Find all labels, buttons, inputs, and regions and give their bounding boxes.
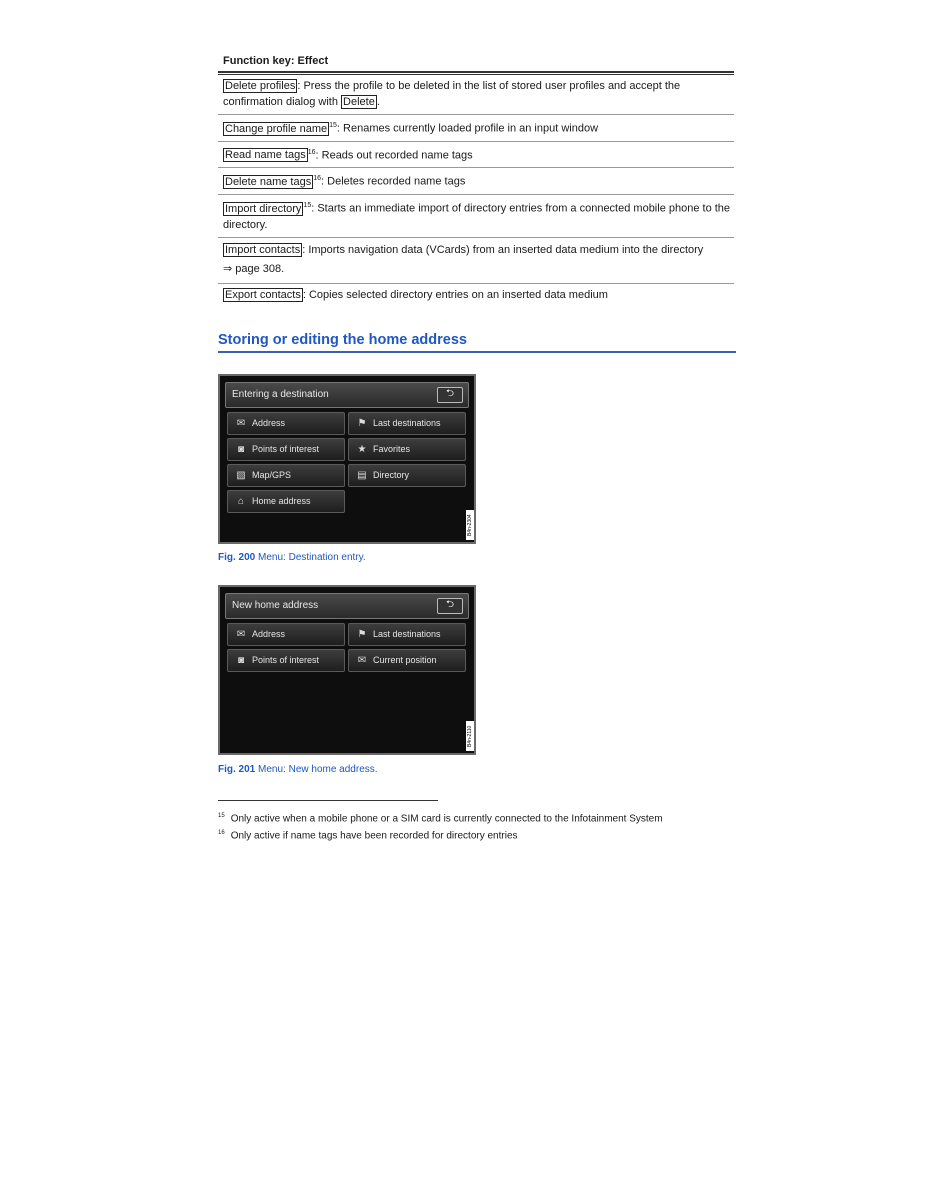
figure-caption xyxy=(218,764,378,775)
button-label: Map/GPS xyxy=(252,470,292,480)
row-text: : Deletes recorded name tags xyxy=(321,175,466,188)
favorites-button[interactable] xyxy=(348,438,466,461)
back-arrow-icon: ⮌ xyxy=(445,388,454,399)
footnote-ref: 16 xyxy=(313,175,322,183)
row-text: : Reads out recorded name tags xyxy=(315,149,473,162)
button-label: Last destinations xyxy=(373,418,441,428)
button-label: Address xyxy=(252,418,286,428)
row-text: : Imports navigation data (VCards) from an inserted data medium into the directory xyxy=(302,243,704,256)
key-delete-profiles: Delete profiles xyxy=(225,80,296,92)
table-header: Function key: Effect xyxy=(223,55,329,67)
flag-icon: ⚑ xyxy=(357,418,367,429)
button-label: Current position xyxy=(373,655,437,665)
button-label: Points of interest xyxy=(252,655,320,665)
key-export-contacts: Export contacts xyxy=(225,288,301,301)
caption-text: Menu: New home address. xyxy=(255,764,378,775)
screen-title: New home address xyxy=(232,600,319,611)
row-text: : Starts an immediate import of directory entries from a connected mobile phone to the directory. xyxy=(223,202,731,231)
row-text: : Copies selected directory entries on an inserted data medium xyxy=(302,288,608,301)
table-row xyxy=(218,168,734,195)
address-button[interactable] xyxy=(227,623,345,646)
table-row xyxy=(218,115,734,142)
envelope-icon: ✉ xyxy=(236,418,246,429)
row-text: : Renames currently loaded profile in an input window xyxy=(336,122,599,135)
back-button[interactable] xyxy=(437,598,463,614)
button-label: Favorites xyxy=(373,444,411,454)
footnote xyxy=(218,813,663,824)
destination-entry-screen xyxy=(218,374,476,544)
button-label: Last destinations xyxy=(373,629,441,639)
footnote-text: Only active when a mobile phone or a SIM card is currently connected to the Infotainment System xyxy=(230,813,663,825)
key-delete-name-tags: Delete name tags xyxy=(225,175,312,188)
screen-title-bar xyxy=(225,382,469,408)
caption-text: Menu: Destination entry. xyxy=(255,552,366,563)
footnote xyxy=(218,830,518,841)
figure-number: Fig. 200 xyxy=(218,552,256,563)
directory-icon: ▤ xyxy=(357,470,367,481)
footnote-text: Only active if name tags have been recorded for directory entries xyxy=(230,830,518,842)
button-label: Address xyxy=(252,629,286,639)
table-row xyxy=(218,195,734,238)
row-text-end: . xyxy=(376,96,380,108)
footnote-ref: 16 xyxy=(307,148,316,156)
current-position-button[interactable] xyxy=(348,649,466,672)
table-row xyxy=(218,142,734,169)
envelope-icon: ✉ xyxy=(236,629,246,640)
screen-title: Entering a destination xyxy=(232,389,329,400)
screen-title-bar xyxy=(225,593,469,619)
footnote-ref: 15 xyxy=(329,122,337,129)
row-text: : Press the profile to be deleted in the list of stored user profiles and accept the confirmation dialog with xyxy=(223,80,681,108)
last-destinations-button[interactable] xyxy=(348,412,466,435)
directory-button[interactable] xyxy=(348,464,466,487)
key-delete: Delete xyxy=(343,96,375,108)
table-row xyxy=(218,284,734,307)
back-arrow-icon: ⮌ xyxy=(445,599,454,610)
footnote-rule xyxy=(218,800,438,801)
figure-code: B4n-2304 xyxy=(466,510,474,540)
home-icon: ⌂ xyxy=(237,496,245,507)
star-flag-icon: ★ xyxy=(357,444,367,455)
key-import-directory: Import directory xyxy=(225,202,302,215)
points-of-interest-button[interactable] xyxy=(227,438,345,461)
button-label: Home address xyxy=(252,496,311,506)
footnote-ref: 15 xyxy=(303,201,312,209)
points-of-interest-button[interactable] xyxy=(227,649,345,672)
figure-caption xyxy=(218,552,366,563)
key-change-profile-name: Change profile name xyxy=(225,122,328,135)
new-home-address-screen xyxy=(218,585,476,755)
map-icon: ▧ xyxy=(236,470,246,481)
home-address-button[interactable] xyxy=(227,490,345,513)
table-row xyxy=(218,75,734,115)
key-import-contacts: Import contacts xyxy=(225,243,301,256)
button-label: Directory xyxy=(373,470,410,480)
figure-number: Fig. 201 xyxy=(218,764,256,775)
camera-icon: ◙ xyxy=(237,655,245,666)
page-reference-link[interactable]: ⇒ page 308. xyxy=(223,262,285,275)
map-gps-button[interactable] xyxy=(227,464,345,487)
back-button[interactable] xyxy=(437,387,463,403)
figure-code: B4n-2110 xyxy=(466,721,474,751)
last-destinations-button[interactable] xyxy=(348,623,466,646)
section-title: Storing or editing the home address xyxy=(218,332,736,353)
footnote-number: 15 xyxy=(218,813,225,819)
function-key-table xyxy=(218,52,734,307)
address-button[interactable] xyxy=(227,412,345,435)
table-row xyxy=(218,238,734,284)
key-read-name-tags: Read name tags xyxy=(225,149,306,162)
footnote-number: 16 xyxy=(218,830,225,836)
flag-icon: ⚑ xyxy=(357,629,367,640)
position-icon: ✉ xyxy=(357,655,367,666)
camera-icon: ◙ xyxy=(237,444,245,455)
button-label: Points of interest xyxy=(252,444,320,454)
